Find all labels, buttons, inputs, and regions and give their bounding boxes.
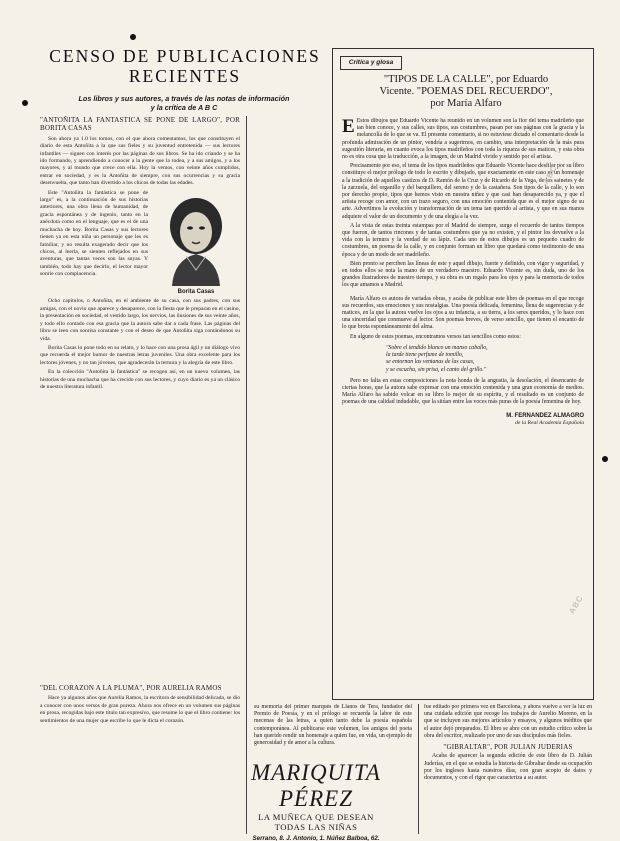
critic-paragraph: Precisamente por eso, el tema de los tipos madrileños que Eduardo Vicente hace desfilar por su libro constituye el mejor prólogo de todo lo escrito y dibujado, que exactamente en este caso es un homenaje a la tradición de aquellos castizos de D. Ramón de la Cruz y de Ricardo de la Vega, de los sainetes y de la zarzuela, del organillo y del barquillero, del sereno y de la castañera. Son tipos de la calle, y lo son por derecho propio, tipos que hemos visto en nuestra niñez y que casi han desaparecido ya, y que el artista recoge con amor, con un trazo seguro, con una emoción contenida que es el mejor signo de su arte. Advertimos la evolución y transformación de un tema tan querido al artista, y que en sus manos adquiere el valor de un documento y de una elegía a la vez. <box>342 163 584 220</box>
column-bullet-right <box>602 456 608 462</box>
critic-title-line2: Vicente. "POEMAS DEL RECUERDO", <box>379 86 553 97</box>
column-bullet-left <box>22 100 28 106</box>
critic-title-line1: "TIPOS DE LA CALLE", por Eduardo <box>383 74 549 85</box>
article-title-gibraltar: "GIBRALTAR", POR JULIAN JUDERIAS <box>443 743 573 752</box>
ad-tagline-line2: TODAS LAS NIÑAS <box>274 822 358 832</box>
critic-signature-sub: de la Real Academia Española <box>515 419 584 426</box>
photo-caption: Borita Casas <box>177 289 215 296</box>
critic-paragraph: Bien pronto se perciben las líneas de este y aquel dibujo, fuerte y definido, con vigor y seguridad, y en todos ellos se nota la mano de un verdadero maestro. Eduardo Vicente es, sin duda, uno de los grandes ilustradores de nuestro tiempo, y su obra es un regalo para los ojos y para la memoria de todos los que amamos a Madrid. <box>342 260 584 289</box>
poem-excerpt <box>386 345 584 374</box>
poem-line: la tarde tiene perfume de tomillo, <box>386 352 464 359</box>
section-subtitle-line2: y la crítica de A B C <box>150 103 218 112</box>
poem-line: se entornan las ventanas de las casas, <box>386 359 475 366</box>
section-subtitle <box>44 94 324 112</box>
ad-brand-name: MARIQUITA PÉREZ <box>251 760 381 811</box>
left-article-column <box>40 116 240 624</box>
article-paragraph: Este "Antoñita la fantástica se pone de largo" es, a la continuación de sus historias anteriores, una obra llena de humanidad, de gracia espontánea y de ingenio, tanto en la anécdota como en el lenguaje, que es el de una muchacha de hoy. Borita Casas y sus lectores tienen ya en esta niña un personaje que les es familiar, y no resulta exagerado decir que los chicos, al leerla, se sienten reflejados en sus aventuras, que tantas veces son las suyas. Y también, todo hay que decirlo, el lector mayor sonríe con complacencia. <box>40 189 148 278</box>
author-portrait-image <box>152 190 238 286</box>
watermark-stamp: ABC <box>567 593 586 616</box>
critic-paragraph: María Alfaro es autora de variadas obras, y acaba de publicar este libro de poemas en el que recoge sus recuerdos, sus emociones y sus nostalgias. Una poesía delicada, femenina, llena de sugerencias y de matices, en la que la autora vuelve los ojos a su infancia, a su tierra, a los seres queridos, y lo hace con una sinceridad que conmueve al lector. Son poemas breves, de verso sencillo, que tienen el encanto de lo que brota espontáneamente del alma. <box>342 295 584 331</box>
critic-title-line3: por María Alfaro <box>430 98 502 109</box>
watermark-stamp: ABC <box>541 163 560 186</box>
ad-tagline-line1: LA MUÑECA QUE DESEAN <box>258 812 374 822</box>
article-paragraph: Borita Casas lo pone todo en su relato, y lo hace con una prosa ágil y un diálogo vivo que recuerda el mejor humor de nuestras letras juveniles. Una obra excelente para los lectores jóvenes, y no tan jóvenes, que agradecerán la ternura y la alegría de este libro. <box>40 344 240 366</box>
article-paragraph: Hace ya algunos años que Aurelia Ramos, la escritora de sensibilidad delicada, se dio a conocer con unos versos de gran pureza. Ahora nos ofrece en un volumen sus páginas en prosa, recogidas bajo este título tan expresivo, que resume lo que el libro contiene: los sentimientos de una mujer que escribe lo que le dicta el corazón. <box>40 695 240 724</box>
bottom-paragraph: su memoria del primer marqués de Llanos de Tera, fundador del Premio de Poesía, y en el prólogo se recuerda la labor de este mecenas de las letras, a quien tanto debe la poesía española contemporánea. Al publicarse este volumen, los amigos del poeta han querido rendir un homenaje a quien fue, en vida, un ejemplo de generosidad y de amor a la cultura. <box>254 704 412 747</box>
article-paragraph: Ocho capítulos, o Antoñita, en el ambiente de su casa, con sus padres, con sus amigas, con el novio que aparece y desaparece, con la fiesta que le preparan en el casino, la presentación en sociedad, el vestido largo, los nervios, las ilusiones de sus veinte años, y todo ello contado con esa gracia que la autora sabe dar a cada frase. Las páginas del libro se leen con sonrisa constante y con el deseo de que Antoñita siga contándonos su vida. <box>40 298 240 342</box>
author-photo-block <box>152 190 240 297</box>
critic-paragraph-text: Estos dibujos que Eduardo Vicente ha reunido en un volumen son la flor del tema madrileño que tan bien conoce, y sus calles, sus tipos, sus costumbres, pasan por sus páginas con la gracia y la melancolía de lo que se va. El presente comentario, si no estuviese dictado el comentario desde la profunda admiración de un pintor, vendría a sugerirnos, en cambio, una interpretación de la más pura sugestión literaria, en cuanto evoca los tipos madrileños con toda la riqueza de sus matices, y esta obra no es otra cosa que la traducción, a la imagen, de un Madrid vivido y sentido por el artista. <box>342 118 584 161</box>
article-paragraph: Son ahora ya 1.0 los tomos, con el que ahora comentamos, los que constituyen el diario de esta Antoñita a la que sus fieles y su juventud entretenida — sus lectores infantiles — siguen con interés por las páginas de sus libros. Se ha ido criando y se ha ido formando, y aprendiendo a conocer a la gente que la rodea, y a sus amigos, y a los mayores, y al mundo que crece con ella. Hoy la vemos, con veinte años cumplidos, entrar en sociedad, y es la Antoñita de siempre, con sus ocurrencias y su gracia desenvuelta, que tanto han divertido a los chicos de todas las edades. <box>40 135 240 187</box>
article-title-antonita: "ANTOÑITA LA FANTASTICA SE PONE DE LARGO", POR BORITA CASAS <box>40 116 240 133</box>
critic-paragraph: En alguno de estos poemas, encontramos versos tan sencillos como estos: <box>350 333 521 340</box>
critic-title <box>346 74 586 110</box>
bottom-column-middle <box>254 704 412 756</box>
column-bullet-top <box>130 34 136 40</box>
article-title-aurelia: "DEL CORAZON A LA PLUMA", POR AURELIA RAMOS <box>40 684 222 692</box>
critic-label: Crítica y glosa <box>340 56 402 70</box>
ad-address: Serrano, 8. J. Antonio, 1. Núñez Balboa, 62. <box>252 835 380 841</box>
drop-cap: E <box>342 118 355 137</box>
section-title-line2: RECIENTES <box>128 66 242 86</box>
critic-paragraph: A la vista de estas treinta estampas por el Madrid de siempre, surge el recuerdo de tantos tiempos que fueron, de tantos rincones y de tantas costumbres que ya no existen, y el pintor los devuelve a la vida con la ternura y la verdad de su lápiz. Cada uno de estos dibujos es un pequeño cuadro de costumbres, un poema de la calle, y en conjunto forman un libro que quedará como testimonio de una época y de un modo de ser madrileño. <box>342 222 584 258</box>
column-rule <box>246 116 247 834</box>
bottom-paragraph: fue editado por primera vez en Barcelona, y ahora vuelve a ver la luz en una cuidada edición que recoge los trabajos de Aurelio Moreno, en la que se incluyen sus mejores artículos y ensayos, y algunos inéditos que el autor dejó preparados. El libro se abre con un estudio crítico sobre la obra del escritor, realizado por uno de sus discípulos más fieles. <box>424 704 592 739</box>
section-title-line1: CENSO DE PUBLICACIONES <box>49 46 321 66</box>
poem-line: "Sobre el tendido blanco un manso caballo, <box>386 344 488 351</box>
column-rule <box>418 704 419 834</box>
critic-body <box>342 118 584 692</box>
article-paragraph: En la colección "Antoñita la fantástica" se recogen así, en un nuevo volumen, las historias de una muchacha que ha crecido con sus lectores, y cuyo diario es ya un clásico de nuestra literatura infantil. <box>40 369 240 390</box>
critic-signature: M. FERNANDEZ ALMAGRO <box>506 412 584 419</box>
advertisement-mariquita-perez <box>220 760 412 841</box>
left-article-aurelia <box>40 684 240 834</box>
bottom-column-right <box>424 704 592 834</box>
bottom-paragraph: Acaba de aparecer la segunda edición de este libro de D. Julián Juderías, en el que se estudia la historia de Gibraltar desde su ocupación por los ingleses hasta nuestros días, con gran acopio de datos y documentos, y con el rigor que caracteriza a su autor. <box>424 753 592 782</box>
poem-line: y se escucha, sin prisa, el canto del grillo." <box>386 366 487 373</box>
section-title <box>40 46 330 86</box>
critic-paragraph: Pero no falta en estas composiciones la nota honda de la angustia, la desolación, el desencanto de ciertas horas, que la autora sabe expresar con una emoción contenida y una gran economía de medios. María Alfaro ha sabido volcar en su libro lo mejor de su espíritu, y el resultado es un conjunto de poemas de una calidad indudable, que la sitúan entre las voces más puras de la poesía femenina de hoy. <box>342 377 584 406</box>
critic-paragraph <box>342 118 584 161</box>
section-subtitle-line1: Los libros y sus autores, a través de las notas de información <box>78 94 290 103</box>
